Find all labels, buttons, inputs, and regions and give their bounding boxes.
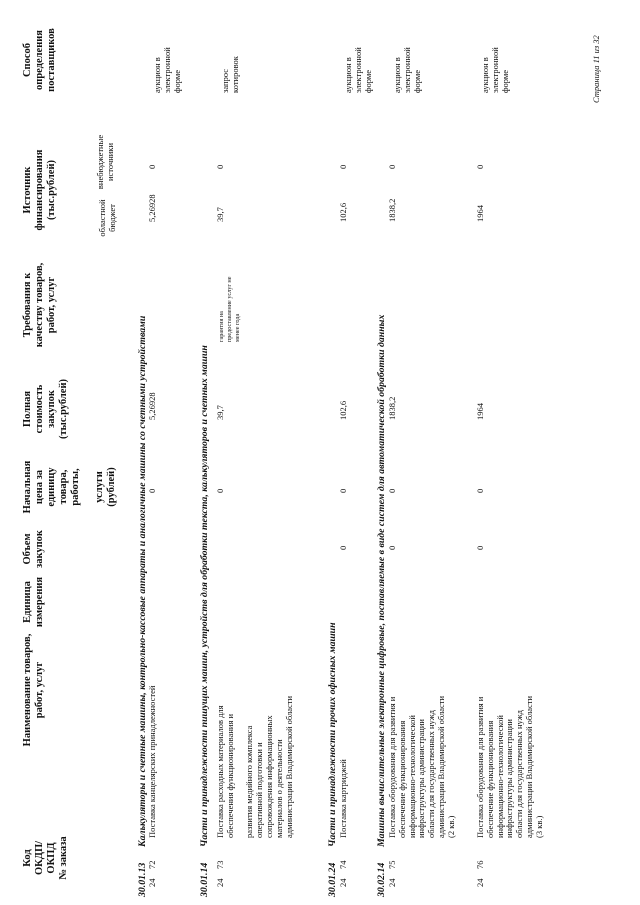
row-method: электронной bbox=[401, 47, 412, 93]
section-title: Калькуляторы и счетные машины, контрольно-кассовые аппараты и аналогичные машины со счетными устройствами bbox=[137, 315, 148, 847]
row-method: аукцион в bbox=[392, 57, 402, 93]
header-quality: работ, услуг bbox=[46, 276, 57, 334]
row-name: информационно-технологической bbox=[406, 715, 417, 838]
header-name: работ, услуг bbox=[34, 661, 45, 719]
row-number: 24 bbox=[387, 878, 397, 887]
section-code: 30.02.14 bbox=[376, 862, 387, 897]
row-regional: 1964 bbox=[475, 205, 485, 222]
row-quality: предоставление услуг не bbox=[226, 276, 233, 342]
row-extra: 0 bbox=[215, 164, 225, 169]
row-regional: 102,6 bbox=[338, 202, 348, 222]
row-method: форме bbox=[411, 69, 422, 93]
row-quality: гарантия на bbox=[218, 311, 225, 342]
header-quality: качеству товаров, bbox=[34, 262, 45, 348]
row-order: 72 bbox=[147, 860, 157, 869]
row-name: администрации Владимирской области bbox=[524, 695, 534, 838]
header-initial-price: единицу bbox=[46, 467, 57, 507]
header-total-cost: закупок bbox=[46, 390, 57, 428]
header-unit: Единица bbox=[22, 581, 33, 623]
row-name: инфраструктуры администрации bbox=[504, 719, 515, 838]
row-name: материалов о деятельности bbox=[273, 739, 284, 838]
row-method: форме bbox=[362, 69, 373, 93]
row-method: электронной bbox=[489, 47, 500, 93]
header-volume: закупок bbox=[34, 530, 45, 568]
row-method: запрос bbox=[220, 68, 230, 93]
row-name: инфраструктуры администрации bbox=[416, 719, 427, 838]
row-name: сопровождения информационных bbox=[264, 715, 274, 838]
section-code: 30.01.13 bbox=[137, 862, 148, 897]
row-method: аукцион в bbox=[343, 57, 353, 93]
row-name: Поставка картриджей bbox=[338, 759, 348, 838]
row-name: администрации Владимирской области bbox=[436, 695, 446, 838]
header-total-cost: (тыс.рублей) bbox=[58, 378, 69, 440]
row-method: котировок bbox=[229, 56, 240, 93]
header-funding-extra: источники bbox=[105, 143, 115, 182]
row-volume: 0 bbox=[387, 545, 397, 550]
header-funding-regional: областной bbox=[97, 199, 107, 237]
row-extra: 0 bbox=[475, 164, 485, 169]
row-name: развития медийного комплекса bbox=[244, 725, 255, 838]
row-name: Поставка оборудования для развития и bbox=[387, 696, 397, 838]
row-name: информационно-технологической bbox=[494, 715, 505, 838]
header-funding: Источник bbox=[22, 166, 33, 214]
row-total: 1964 bbox=[475, 403, 485, 420]
row-name: Поставка канцелярских принадлежностей bbox=[147, 685, 157, 838]
row-order: 73 bbox=[215, 860, 225, 869]
header-code: Код bbox=[22, 849, 33, 867]
row-number: 24 bbox=[338, 878, 348, 887]
header-code: № заказа bbox=[58, 836, 69, 880]
header-name: Наименование товаров, bbox=[22, 633, 33, 747]
row-number: 24 bbox=[215, 878, 225, 887]
row-extra: 0 bbox=[387, 164, 397, 169]
header-initial-price: товара, bbox=[58, 469, 69, 505]
row-price: 0 bbox=[387, 488, 397, 493]
row-number: 24 bbox=[475, 878, 485, 887]
row-price: 0 bbox=[147, 488, 157, 493]
row-method: электронной bbox=[161, 47, 172, 93]
header-method: определения bbox=[34, 30, 45, 90]
row-name: оперативной подготовки и bbox=[254, 742, 265, 838]
header-funding: финансирования bbox=[34, 149, 45, 231]
row-name: администрации Владимирской области bbox=[283, 695, 294, 838]
row-name: Поставка расходных материалов для bbox=[215, 705, 225, 838]
row-name: области для государственных нужд bbox=[426, 710, 437, 838]
row-total: 5,26928 bbox=[147, 392, 157, 420]
header-method: поставщиков bbox=[46, 28, 57, 92]
header-initial-price: (рублей) bbox=[106, 467, 117, 507]
row-volume: 0 bbox=[475, 545, 485, 550]
header-method: Способ bbox=[22, 42, 33, 78]
row-price: 0 bbox=[475, 488, 485, 493]
section-title: Машины вычислительные электронные цифровые, поставляемые в виде систем для автоматической обработки данных bbox=[376, 314, 387, 847]
row-order: 75 bbox=[387, 860, 397, 869]
row-name: обеспечения функционирования и bbox=[224, 713, 235, 838]
header-funding-extra: внебюджетные bbox=[95, 134, 105, 190]
header-quality: Требования к bbox=[22, 272, 33, 338]
row-order: 74 bbox=[338, 860, 348, 869]
row-total: 1838,2 bbox=[387, 396, 397, 420]
row-name: (2 кв.) bbox=[445, 815, 456, 838]
row-regional: 5,26928 bbox=[147, 194, 157, 222]
header-initial-price: Начальная bbox=[22, 460, 33, 514]
row-name: Поставка оборудования для развития и bbox=[475, 696, 485, 838]
row-name: обеспечение функционирования bbox=[484, 720, 495, 838]
header-funding: (тыс.рублей) bbox=[46, 159, 57, 221]
row-order: 76 bbox=[475, 860, 485, 869]
header-unit: измерения bbox=[34, 576, 45, 628]
header-total-cost: стоимость bbox=[34, 384, 45, 434]
section-code: 30.01.24 bbox=[327, 862, 338, 897]
row-method: форме bbox=[499, 69, 510, 93]
row-name: обеспечение функционирования bbox=[396, 720, 407, 838]
row-method: аукцион в bbox=[480, 57, 490, 93]
header-initial-price: работы, bbox=[70, 468, 81, 506]
row-method: аукцион в bbox=[152, 57, 162, 93]
header-initial-price: услуги bbox=[94, 471, 105, 503]
row-extra: 0 bbox=[147, 164, 157, 169]
row-regional: 39,7 bbox=[215, 207, 225, 222]
header-funding-regional: бюджет bbox=[107, 204, 117, 232]
header-code: ОКПД bbox=[46, 842, 57, 874]
row-name: области для государственных нужд bbox=[514, 710, 525, 838]
header-initial-price: цена за bbox=[34, 469, 45, 505]
row-quality: менее года bbox=[234, 313, 241, 342]
section-code: 30.01.14 bbox=[199, 862, 210, 897]
header-code: ОКДП/ bbox=[34, 840, 45, 876]
row-price: 0 bbox=[215, 488, 225, 493]
row-price: 0 bbox=[338, 488, 348, 493]
row-volume: 0 bbox=[338, 545, 348, 550]
section-title: Части и принадлежности прочих офисных машин bbox=[327, 622, 338, 847]
page-footer: Страница 11 из 32 bbox=[591, 35, 601, 103]
row-regional: 1838,2 bbox=[387, 198, 397, 222]
row-number: 24 bbox=[147, 878, 157, 887]
row-name: (3 кв.) bbox=[533, 815, 544, 838]
header-total-cost: Полная bbox=[22, 390, 33, 428]
section-title: Части и принадлежности пишущих машин, устройств для обработки текста, калькуляторов и счетных машин bbox=[199, 345, 210, 847]
header-volume: Объем bbox=[22, 533, 33, 565]
row-extra: 0 bbox=[338, 164, 348, 169]
row-total: 39,7 bbox=[215, 405, 225, 420]
row-method: форме bbox=[171, 69, 182, 93]
row-method: электронной bbox=[352, 47, 363, 93]
row-total: 102,6 bbox=[338, 400, 348, 420]
